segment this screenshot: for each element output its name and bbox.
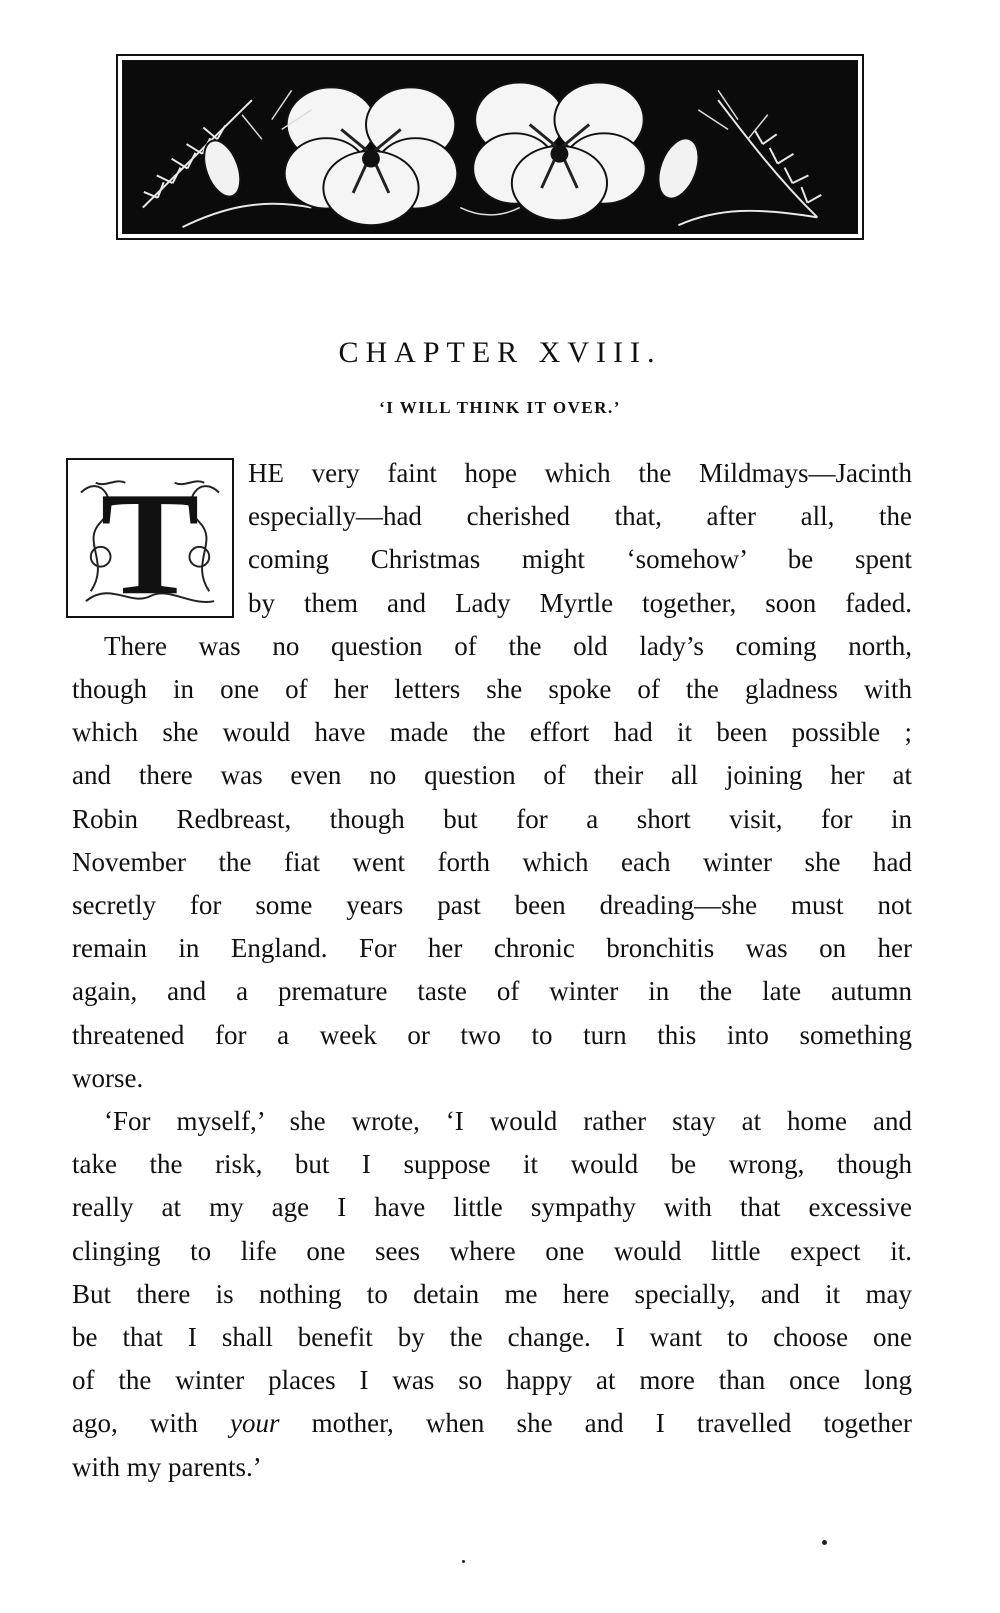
text-line-emphasis bbox=[72, 1402, 912, 1445]
dropcap-letter: T bbox=[100, 463, 200, 613]
chapter-heading: CHAPTER XVIII. bbox=[338, 336, 662, 369]
headpiece-illustration bbox=[123, 61, 857, 233]
text-line: November the fiat went forth which each winter she had bbox=[72, 846, 912, 877]
text-line: But there is nothing to detain me here specially, and it may bbox=[72, 1278, 912, 1309]
chapter-subtitle: ‘I WILL THINK IT OVER.’ bbox=[379, 398, 621, 417]
dropcap-illustration bbox=[71, 463, 229, 613]
text-line: and there was even no question of their all joining her at bbox=[72, 760, 912, 791]
text-line: by them and Lady Myrtle together, soon faded. bbox=[248, 587, 912, 618]
print-speck bbox=[822, 1540, 827, 1545]
text-run: ago, with bbox=[72, 1408, 231, 1439]
text-line: coming Christmas might ‘somehow’ be spent bbox=[248, 544, 912, 575]
print-speck bbox=[462, 1560, 465, 1563]
text-line: which she would have made the effort had it been possible ; bbox=[72, 717, 912, 748]
text-line: again, and a premature taste of winter in the late autumn bbox=[72, 976, 912, 1007]
text-run: mother, when she and I travelled together bbox=[279, 1408, 912, 1439]
text-line: ‘For myself,’ she wrote, ‘I would rather stay at home and bbox=[104, 1106, 912, 1137]
ornamental-dropcap-T bbox=[66, 458, 234, 618]
paragraph-2 bbox=[72, 625, 912, 1100]
text-line: remain in England. For her chronic bronchitis was on her bbox=[72, 933, 912, 964]
text-line: be that I shall benefit by the change. I want to choose one bbox=[72, 1322, 912, 1353]
text-line: There was no question of the old lady’s coming north, bbox=[104, 630, 912, 661]
text-line: of the winter places I was so happy at more than once long bbox=[72, 1365, 912, 1396]
text-line: Robin Redbreast, though but for a short visit, for in bbox=[72, 803, 912, 834]
text-line: especially—had cherished that, after all, the bbox=[248, 501, 912, 532]
text-line: HE very faint hope which the Mildmays—Jacinth bbox=[248, 458, 912, 488]
text-line: take the risk, but I suppose it would be wrong, though bbox=[72, 1149, 912, 1180]
chapter-body bbox=[72, 452, 912, 1489]
text-line: though in one of her letters she spoke of the gladness with bbox=[72, 674, 912, 705]
text-line: threatened for a week or two to turn this into something bbox=[72, 1019, 912, 1050]
paragraph-3 bbox=[72, 1100, 912, 1489]
text-line: worse. bbox=[72, 1062, 144, 1093]
pansy-headpiece-ornament bbox=[116, 54, 864, 240]
text-line: really at my age I have little sympathy with that excessive bbox=[72, 1192, 912, 1223]
text-line: secretly for some years past been dreading—she must not bbox=[72, 890, 912, 921]
text-line: clinging to life one sees where one would little expect it. bbox=[72, 1235, 912, 1266]
emphasized-word: your bbox=[230, 1408, 280, 1439]
text-line: with my parents.’ bbox=[72, 1451, 262, 1482]
